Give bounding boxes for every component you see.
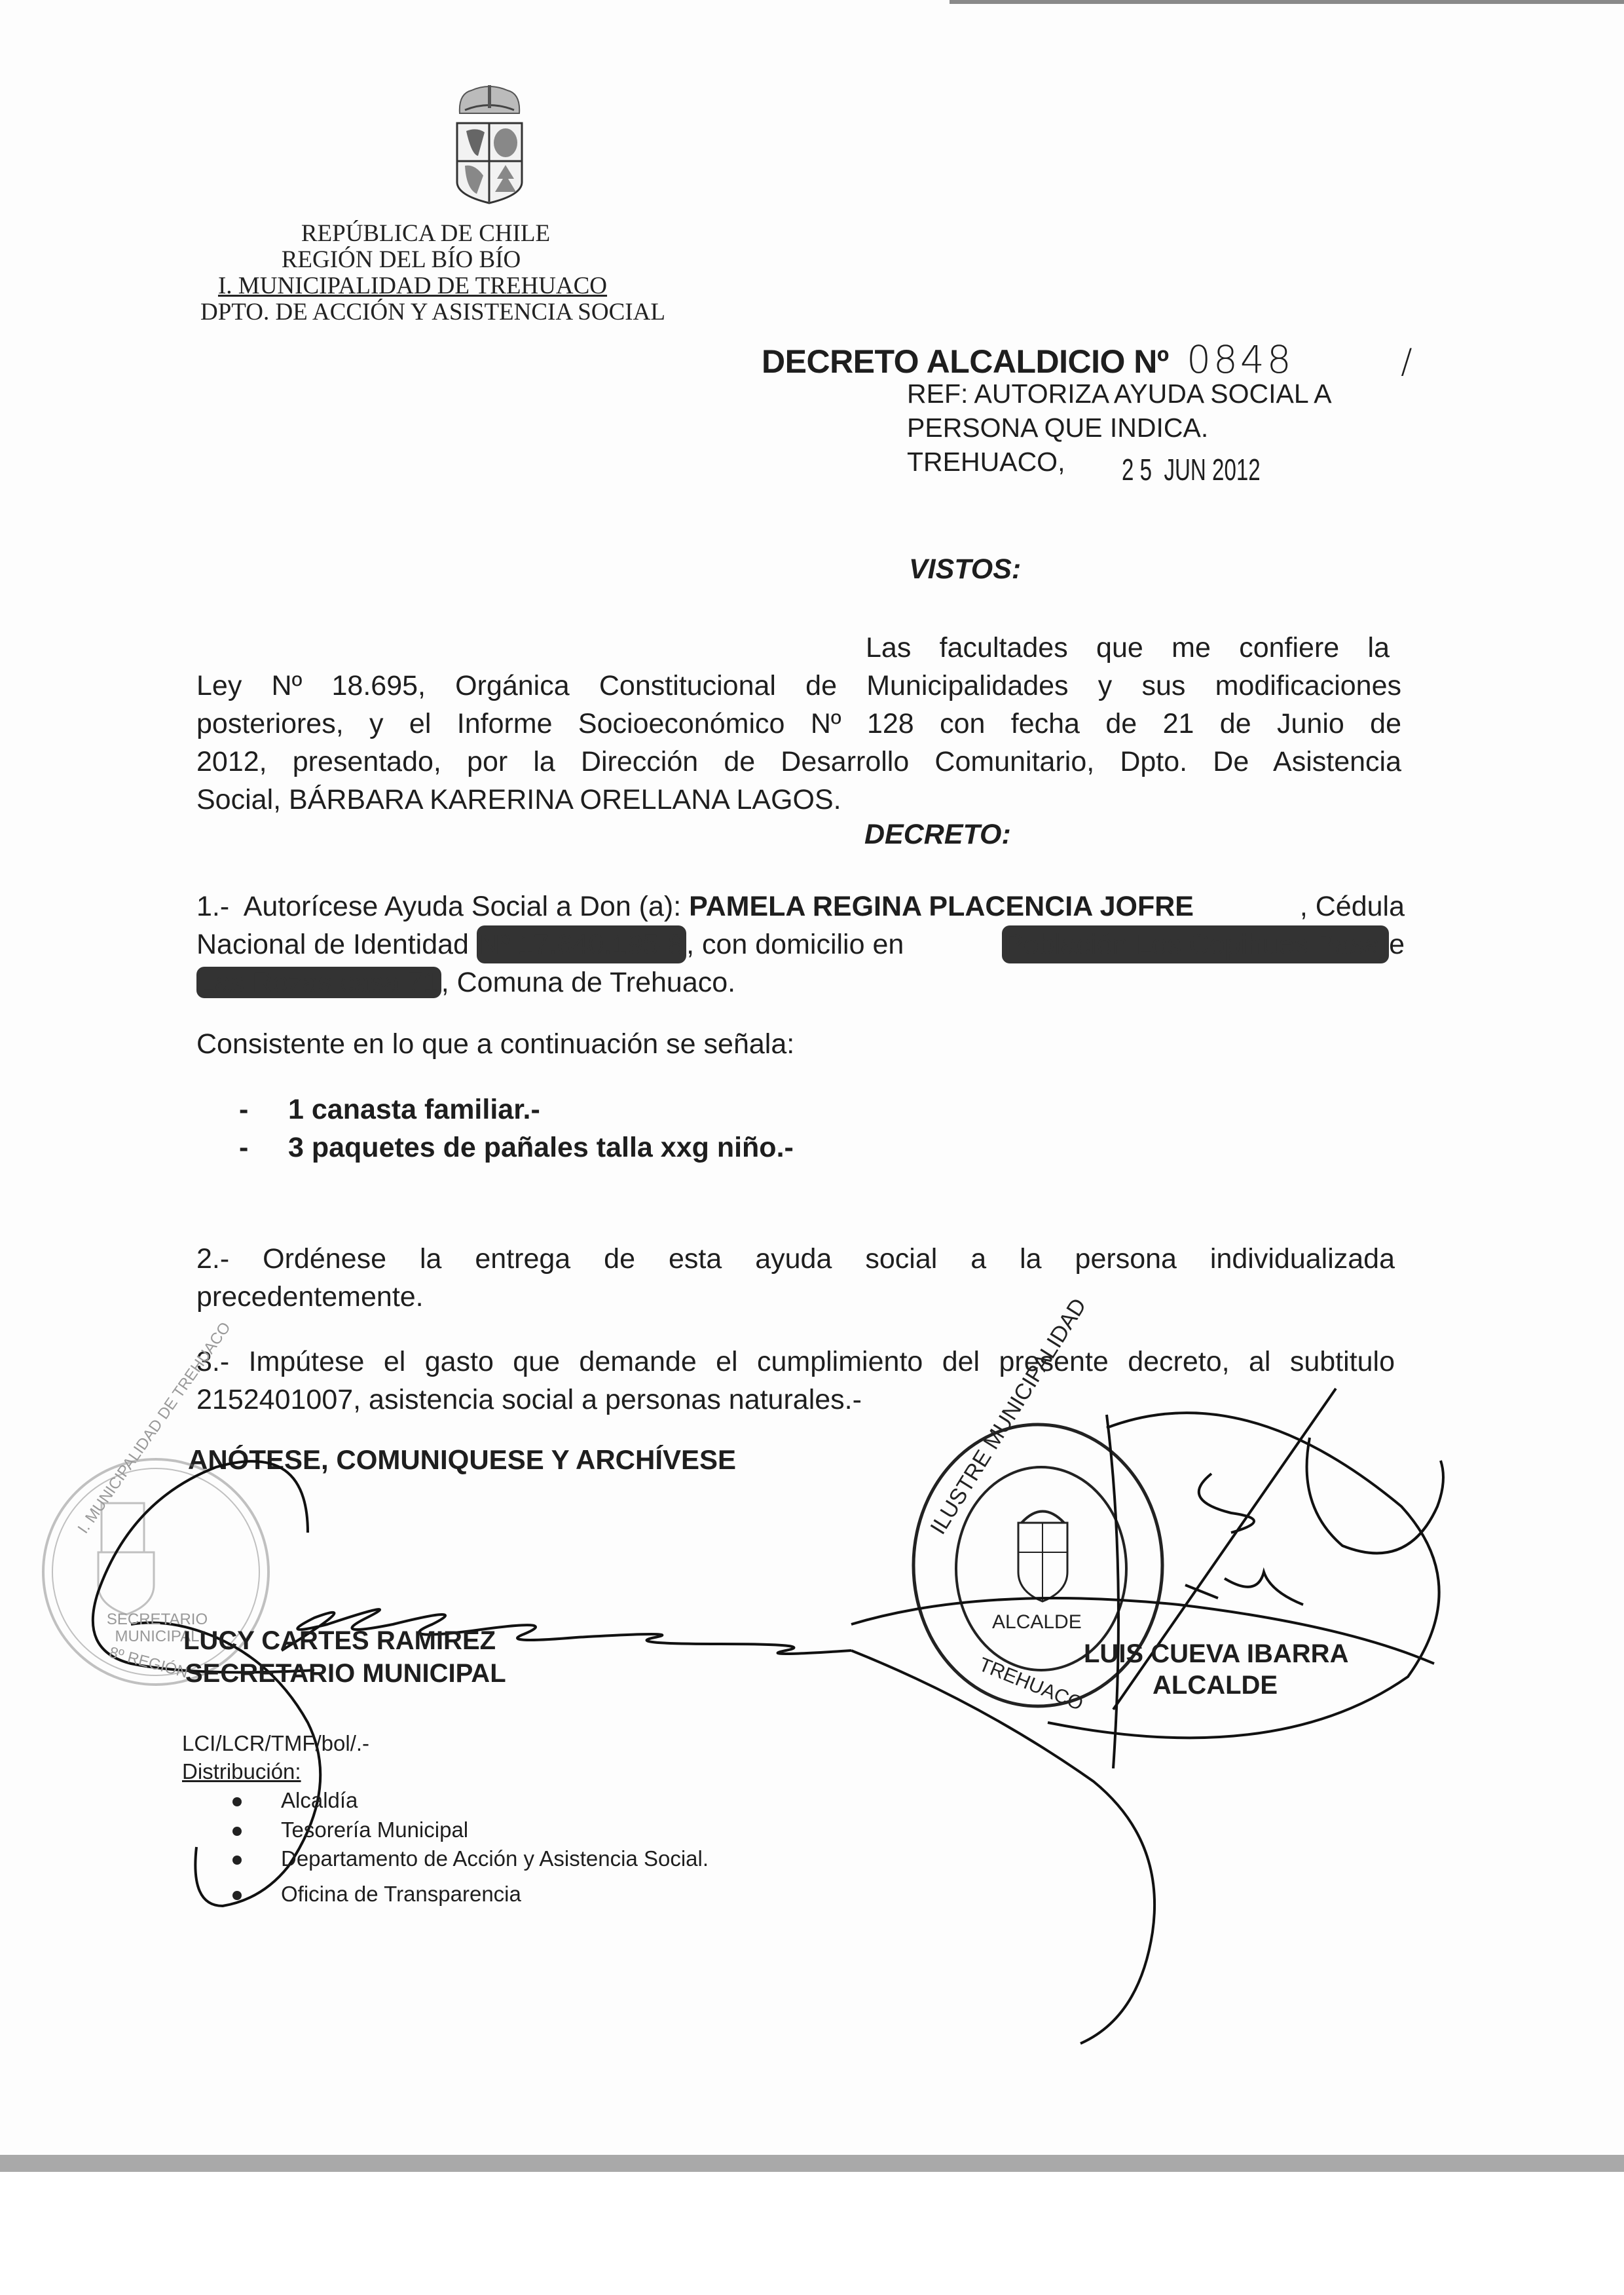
decree-title-label: DECRETO ALCALDICIO Nº [762, 343, 1169, 380]
distribution-item-label: Tesorería Municipal [281, 1818, 469, 1842]
item1-after-name: , Cédula [1299, 891, 1405, 922]
distribution-item [232, 1786, 358, 1814]
item1-line1 [196, 887, 1405, 925]
aid-item-text: 3 paquetes de pañales talla xxg niño.- [288, 1132, 794, 1163]
item1-line2 [196, 925, 1405, 963]
item1-line2-prefix: Nacional de Identidad [196, 929, 477, 960]
consistente-text: Consistente en lo que a continuación se señala: [196, 1028, 795, 1060]
item3-line1: 3.- Impútese el gasto que demande el cumplimiento del presente decreto, al subtitulo [196, 1346, 1395, 1377]
vistos-heading: VISTOS: [909, 553, 1022, 585]
mayor-title: ALCALDE [1153, 1671, 1278, 1700]
header-municipality: I. MUNICIPALIDAD DE TREHUACO [217, 272, 608, 299]
bullet-icon [232, 1827, 242, 1836]
decree-title [762, 337, 1412, 382]
item3-line2: 2152401007, asistencia social a personas naturales.- [196, 1384, 862, 1415]
bullet-icon [232, 1856, 242, 1865]
decree-date-stamp: 2 5 JUN 2012 [1122, 453, 1261, 487]
vistos-line-1: Las facultades que me confiere la [866, 632, 1390, 663]
vistos-line-2: Ley Nº 18.695, Orgánica Constitucional de Municipalidades y sus modificaciones [196, 670, 1401, 701]
scan-edge-bottom [0, 2155, 1624, 2172]
header-region: REGIÓN DEL BÍO BÍO [281, 246, 521, 273]
item1-line3 [196, 963, 735, 1001]
decree-slash: / [1401, 342, 1412, 381]
vistos-line-4: 2012, presentado, por la Dirección de Desarrollo Comunitario, Dpto. De Asistencia [196, 746, 1401, 777]
decree-number: 0848 [1187, 337, 1294, 382]
vistos-line-5: Social, BÁRBARA KARERINA ORELLANA LAGOS. [196, 784, 841, 815]
distribution-item-label: Departamento de Acción y Asistencia Social. [281, 1846, 709, 1871]
decree-ref-line2: PERSONA QUE INDICA. [907, 413, 1209, 443]
item2-line2: precedentemente. [196, 1281, 424, 1313]
aid-item-2 [239, 1129, 794, 1166]
address-tail: e [1389, 929, 1405, 960]
right-stamp-bottom-text: TREHUACO [976, 1653, 1086, 1715]
distribution-item [232, 1816, 468, 1844]
right-stamp-ring-text: ILUSTRE MUNICIPALIDAD [925, 1294, 1092, 1539]
secretary-name: LUCY CARTES RAMIREZ [183, 1626, 496, 1655]
decree-place: TREHUACO, [907, 447, 1065, 477]
left-stamp-center-text: SECRETARIO MUNICIPAL [106, 1611, 208, 1645]
item1-line3-suffix: , Comuna de Trehuaco. [441, 967, 736, 998]
reference-initials: LCI/LCR/TMF/bol/.- [182, 1731, 370, 1755]
item1-prefix: 1.- Autorícese Ayuda Social a Don (a): [196, 891, 690, 922]
bullet-icon [232, 1797, 242, 1806]
left-stamp-ring-text: I. MUNICIPALIDAD DE TREHUACO [74, 1318, 234, 1537]
header-country: REPÚBLICA DE CHILE [301, 220, 551, 247]
distribution-label: Distribución: [182, 1759, 301, 1783]
redacted-address-1: Población Los Copihues Pasaj [1002, 925, 1389, 963]
header-department: DPTO. DE ACCIÓN Y ASISTENCIA SOCIAL [200, 299, 665, 326]
aid-item-text: 1 canasta familiar.- [288, 1094, 540, 1125]
right-stamp-center-text: ALCALDE [992, 1611, 1082, 1633]
redacted-address-2: Las Rozas casa 71 [196, 967, 441, 998]
mayor-name: LUIS CUEVA IBARRA [1084, 1639, 1349, 1668]
beneficiary-name: PAMELA REGINA PLACENCIA JOFRE [689, 891, 1194, 922]
distribution-item-label: Alcaldía [281, 1788, 358, 1812]
aid-item-dash: - [239, 1094, 249, 1125]
secretary-title: SECRETARIO MUNICIPAL [185, 1659, 506, 1688]
distribution-item [232, 1844, 709, 1873]
scan-edge-top [950, 0, 1624, 4]
redacted-id-number: Nº 17.640.195-8 [477, 925, 686, 963]
aid-item-1 [239, 1091, 540, 1129]
coat-of-arms-icon [452, 84, 527, 205]
aid-item-dash: - [239, 1132, 249, 1163]
decreto-heading: DECRETO: [864, 819, 1011, 850]
bullet-icon [232, 1891, 242, 1900]
distribution-item-label: Oficina de Transparencia [281, 1882, 521, 1906]
decree-ref-line1: REF: AUTORIZA AYUDA SOCIAL A [907, 379, 1332, 409]
left-stamp-bottom-text: 8º REGIÓN [107, 1643, 190, 1682]
vistos-line-3: posteriores, y el Informe Socioeconómico Nº 128 con fecha de 21 de Junio de [196, 708, 1401, 739]
item2-line1: 2.- Ordénese la entrega de esta ayuda social a la persona individualizada [196, 1243, 1395, 1275]
distribution-item [232, 1880, 521, 1908]
item1-line2-mid: , con domicilio en [686, 929, 912, 960]
closing-formula: ANÓTESE, COMUNIQUESE Y ARCHÍVESE [188, 1444, 737, 1475]
